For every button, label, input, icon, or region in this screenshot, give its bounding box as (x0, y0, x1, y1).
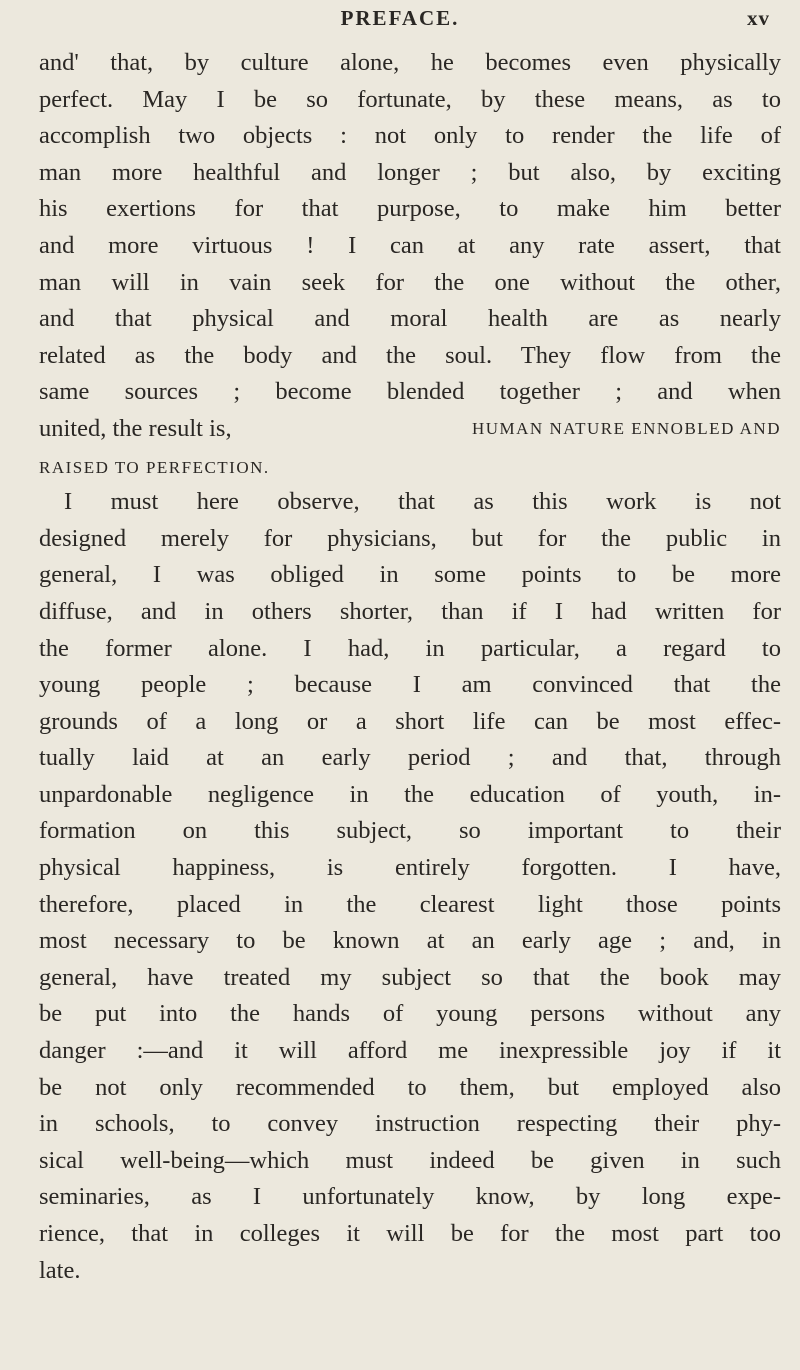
text-line: accomplish two objects : not only to render the life of (39, 122, 781, 150)
text-line: tually laid at an early period ; and that, through (39, 744, 781, 772)
text-run: united, the result is, (39, 414, 232, 442)
text-line: the former alone. I had, in particular, a regard to (39, 634, 781, 662)
text-line: sical well-being—which must indeed be given in such (39, 1146, 781, 1174)
text-line: formation on this subject, so important to their (39, 817, 781, 845)
text-line: his exertions for that purpose, to make him better (39, 195, 781, 223)
text-line: be put into the hands of young persons without any (39, 1000, 781, 1028)
text-line: general, have treated my subject so that the book may (39, 963, 781, 991)
text-line: in schools, to convey instruction respecting their phy- (39, 1110, 781, 1138)
text-line: general, I was obliged in some points to be more (39, 561, 781, 589)
text-line-mixed (39, 411, 781, 448)
paragraph-last-line: late. (39, 1256, 81, 1284)
text-line: and more virtuous ! I can at any rate assert, that (39, 231, 781, 259)
paragraph-first-line: I must here observe, that as this work is not (64, 488, 781, 516)
small-caps-phrase: HUMAN NATURE ENNOBLED AND (471, 418, 781, 438)
running-head (0, 6, 800, 34)
text-line: young people ; because I am convinced that the (39, 671, 781, 699)
text-line: unpardonable negligence in the education of youth, in- (39, 780, 781, 808)
text-line: be not only recommended to them, but employed also (39, 1073, 781, 1101)
text-line: diffuse, and in others shorter, than if I had written for (39, 597, 781, 625)
text-line: physical happiness, is entirely forgotten. I have, (39, 854, 781, 882)
text-line: most necessary to be known at an early age ; and, in (39, 927, 781, 955)
text-line: grounds of a long or a short life can be most effec- (39, 707, 781, 735)
text-line: same sources ; become blended together ; and when (39, 378, 781, 406)
text-line: related as the body and the soul. They flow from the (39, 341, 781, 369)
body-text (39, 45, 781, 1289)
running-title: PREFACE. (340, 6, 460, 30)
text-line: danger :—and it will afford me inexpressible joy if it (39, 1037, 781, 1065)
text-line: and that physical and moral health are as nearly (39, 305, 781, 333)
text-line: designed merely for physicians, but for the public in (39, 524, 781, 552)
text-line (39, 448, 781, 485)
text-line: perfect. May I be so fortunate, by these means, as to (39, 85, 781, 113)
small-caps-phrase: RAISED TO PERFECTION. (39, 457, 270, 477)
text-line: man will in vain seek for the one without the other, (39, 268, 781, 296)
text-line: man more healthful and longer ; but also, by exciting (39, 158, 781, 186)
text-line: seminaries, as I unfortunately know, by long expe- (39, 1183, 781, 1211)
text-line: and' that, by culture alone, he becomes even physically (39, 49, 781, 76)
text-line: rience, that in colleges it will be for the most part too (39, 1220, 781, 1247)
text-line: therefore, placed in the clearest light those points (39, 890, 781, 918)
page-number: xv (747, 6, 770, 30)
